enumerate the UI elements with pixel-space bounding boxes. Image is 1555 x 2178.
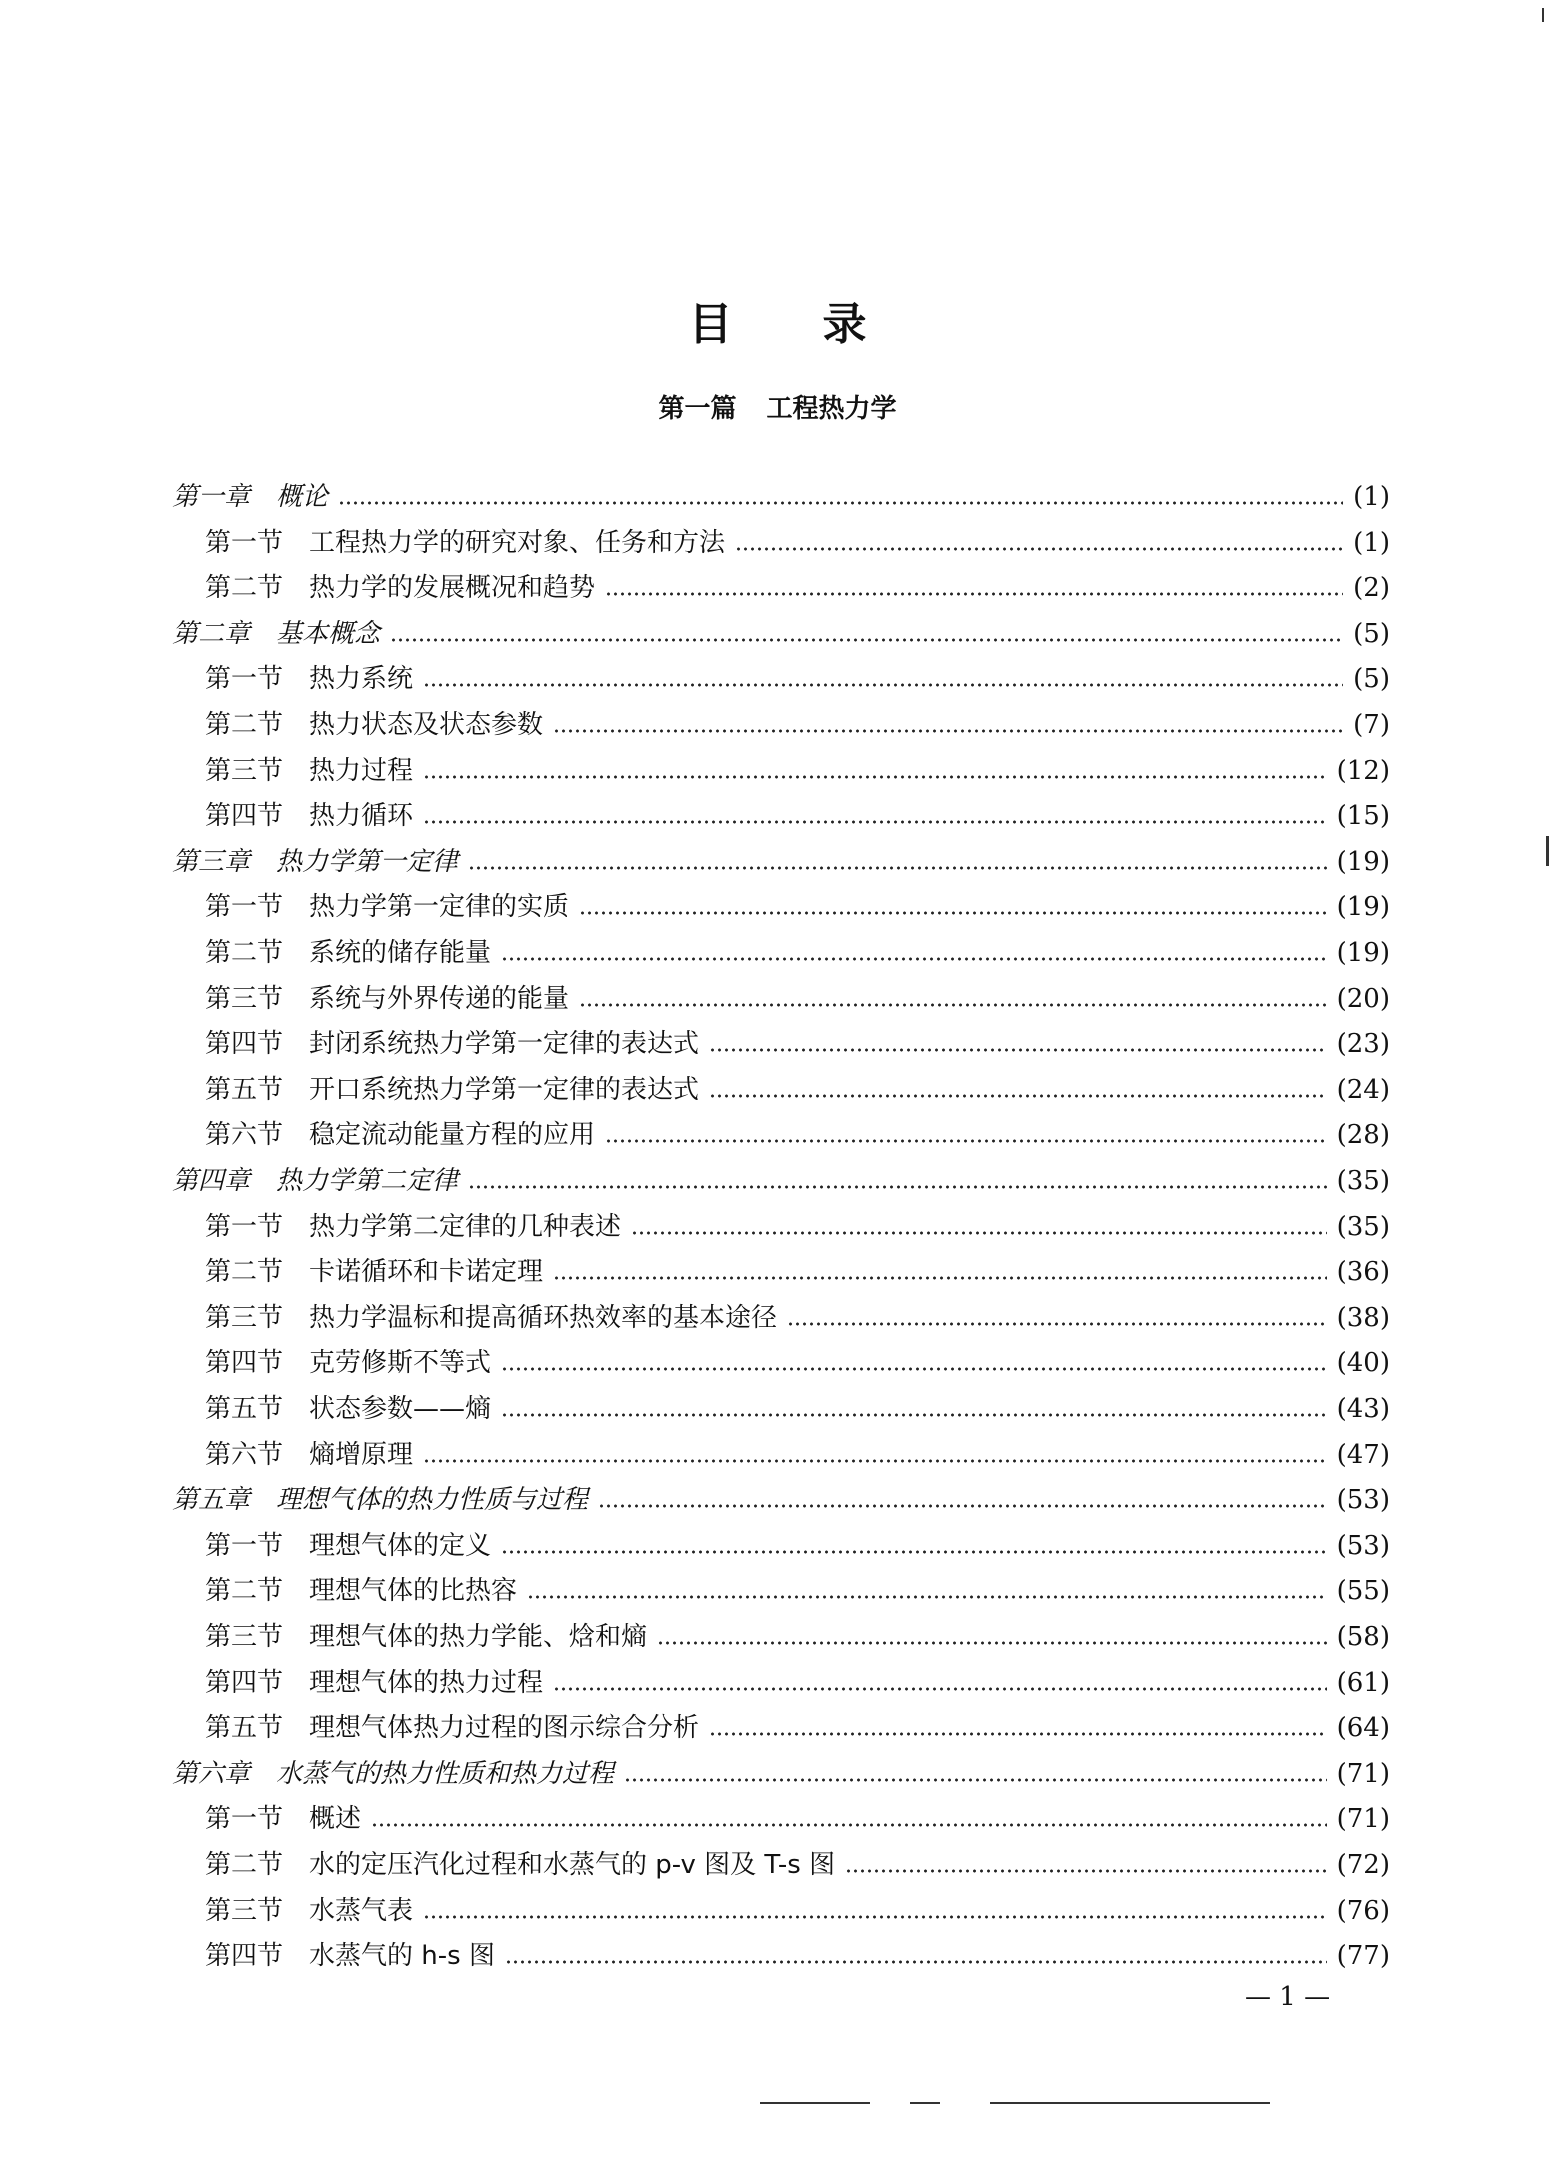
dot-leader	[787, 1322, 1327, 1326]
entry-title: 封闭系统热力学第一定律的表达式	[309, 1029, 700, 1060]
entry-title: 热力状态及状态参数	[309, 710, 544, 740]
entry-title: 热力学第一定律	[276, 846, 459, 877]
entry-page: (35)	[1336, 1211, 1390, 1242]
entry-page: (35)	[1336, 1166, 1390, 1196]
entry-number: 第三节	[205, 1895, 284, 1926]
toc-section-entry	[205, 1656, 1390, 1700]
toc-section-entry	[205, 561, 1390, 605]
entry-title: 工程热力学的研究对象、任务和方法	[309, 527, 726, 558]
entry-page: (23)	[1336, 1029, 1390, 1060]
entry-title: 理想气体的热力学能、焓和熵	[309, 1622, 648, 1652]
entry-page: (58)	[1336, 1622, 1390, 1652]
dot-leader	[501, 1367, 1327, 1371]
toc-section-entry	[205, 1063, 1390, 1107]
entry-number: 第四节	[205, 1029, 284, 1060]
entry-page: (19)	[1336, 938, 1390, 968]
dot-leader	[501, 957, 1327, 961]
toc-section-entry	[205, 1884, 1390, 1928]
entry-title: 水蒸气的 h-s 图	[309, 1941, 495, 1972]
entry-number: 第一节	[205, 664, 284, 695]
dot-leader	[423, 775, 1327, 779]
toc-section-entry	[205, 972, 1390, 1016]
dot-leader	[505, 1960, 1327, 1964]
entry-number: 第六节	[205, 1439, 284, 1470]
dot-leader	[501, 1413, 1327, 1417]
entry-page: (43)	[1336, 1394, 1390, 1424]
entry-title: 卡诺循环和卡诺定理	[309, 1257, 544, 1288]
toc-section-entry	[205, 926, 1390, 970]
dot-leader	[709, 1094, 1327, 1098]
dot-leader	[598, 1504, 1327, 1508]
entry-page: (71)	[1336, 1758, 1390, 1789]
entry-page: (7)	[1353, 710, 1390, 740]
entry-page: (55)	[1336, 1576, 1390, 1607]
toc-section-entry	[205, 1701, 1390, 1745]
entry-page: (19)	[1336, 892, 1390, 923]
dot-leader	[605, 592, 1343, 596]
entry-title: 概述	[309, 1804, 362, 1835]
entry-number: 第六节	[205, 1120, 284, 1151]
entry-page: (77)	[1336, 1941, 1390, 1972]
entry-title: 开口系统热力学第一定律的表达式	[309, 1074, 700, 1105]
entry-title: 热力学第二定律的几种表述	[309, 1211, 622, 1242]
toc-section-entry	[205, 1336, 1390, 1380]
entry-title: 系统与外界传递的能量	[309, 983, 570, 1014]
entry-title: 热力学的发展概况和趋势	[309, 573, 596, 604]
entry-number: 第六章	[172, 1758, 251, 1789]
entry-number: 第二节	[205, 938, 284, 968]
entry-number: 第四章	[172, 1166, 251, 1196]
entry-title: 热力学第一定律的实质	[309, 892, 570, 923]
entry-title: 稳定流动能量方程的应用	[309, 1120, 596, 1151]
entry-page: (38)	[1336, 1302, 1390, 1333]
entry-page: (71)	[1336, 1804, 1390, 1835]
toc-section-entry	[205, 1291, 1390, 1335]
entry-page: (64)	[1336, 1713, 1390, 1744]
entry-title: 水蒸气表	[309, 1895, 414, 1926]
toc-section-entry	[205, 1428, 1390, 1472]
toc-section-entry	[205, 1382, 1390, 1426]
toc-section-entry	[205, 1929, 1390, 1973]
entry-page: (15)	[1336, 801, 1390, 832]
toc-section-entry	[205, 652, 1390, 696]
dot-leader	[553, 1687, 1327, 1691]
dot-leader	[501, 1550, 1327, 1554]
dot-leader	[527, 1595, 1327, 1599]
dot-leader	[468, 866, 1327, 870]
entry-number: 第一节	[205, 1211, 284, 1242]
dot-leader	[624, 1778, 1327, 1782]
entry-number: 第四节	[205, 1667, 284, 1698]
entry-title: 状态参数——熵	[309, 1394, 492, 1424]
dot-leader	[553, 729, 1343, 733]
toc-chapter-entry	[172, 1154, 1390, 1198]
scan-artifact	[990, 2102, 1270, 2104]
entry-title: 理想气体的定义	[309, 1530, 492, 1561]
entry-page: (28)	[1336, 1120, 1390, 1151]
entry-number: 第二章	[172, 618, 251, 649]
entry-title: 理想气体热力过程的图示综合分析	[309, 1713, 700, 1744]
part-number: 第一篇	[658, 394, 737, 424]
entry-title: 热力学第二定律	[276, 1166, 459, 1196]
entry-number: 第三节	[205, 1622, 284, 1652]
dot-leader	[579, 1003, 1327, 1007]
entry-page: (61)	[1336, 1667, 1390, 1698]
part-title	[0, 388, 1555, 425]
dot-leader	[390, 638, 1343, 642]
entry-page: (12)	[1336, 755, 1390, 786]
dot-leader	[735, 547, 1343, 551]
entry-title: 基本概念	[276, 618, 381, 649]
entry-page: (36)	[1336, 1257, 1390, 1288]
entry-page: (72)	[1336, 1850, 1390, 1880]
dot-leader	[423, 683, 1343, 687]
entry-number: 第四节	[205, 801, 284, 832]
toc-section-entry	[205, 698, 1390, 742]
entry-page: (20)	[1336, 983, 1390, 1014]
entry-page: (5)	[1353, 618, 1390, 649]
entry-title: 热力学温标和提高循环热效率的基本途径	[309, 1302, 778, 1333]
dot-leader	[657, 1641, 1327, 1645]
part-name: 工程热力学	[766, 394, 897, 424]
page-number: — 1 —	[1245, 1982, 1331, 2012]
toc-section-entry	[205, 1200, 1390, 1244]
entry-number: 第五节	[205, 1713, 284, 1744]
entry-title: 热力过程	[309, 755, 414, 786]
entry-number: 第三章	[172, 846, 251, 877]
toc-chapter-entry	[172, 470, 1390, 514]
scan-artifact	[760, 2102, 870, 2104]
scan-artifact	[1542, 8, 1544, 22]
entry-number: 第一节	[205, 1804, 284, 1835]
dot-leader	[553, 1276, 1327, 1280]
toc-section-entry	[205, 1792, 1390, 1836]
toc-chapter-entry	[172, 835, 1390, 879]
entry-number: 第三节	[205, 755, 284, 786]
entry-number: 第一节	[205, 527, 284, 558]
page-title: 目录	[688, 299, 957, 350]
entry-title: 水蒸气的热力性质和热力过程	[276, 1758, 615, 1789]
toc-section-entry	[205, 1245, 1390, 1289]
entry-page: (1)	[1353, 527, 1390, 558]
entry-number: 第四节	[205, 1348, 284, 1379]
entry-title: 理想气体的比热容	[309, 1576, 518, 1607]
entry-number: 第一节	[205, 1530, 284, 1561]
entry-number: 第五章	[172, 1485, 251, 1516]
entry-number: 第五节	[205, 1074, 284, 1105]
scan-artifact	[910, 2102, 940, 2104]
entry-page: (47)	[1336, 1439, 1390, 1470]
entry-number: 第一章	[172, 482, 251, 512]
dot-leader	[371, 1823, 1327, 1827]
entry-page: (5)	[1353, 664, 1390, 695]
toc-section-entry	[205, 516, 1390, 560]
dot-leader	[423, 820, 1327, 824]
dot-leader	[423, 1915, 1327, 1919]
dot-leader	[423, 1459, 1327, 1463]
dot-leader	[709, 1048, 1327, 1052]
toc-section-entry	[205, 1838, 1390, 1882]
entry-page: (1)	[1353, 482, 1390, 512]
toc-section-entry	[205, 744, 1390, 788]
dot-leader	[468, 1185, 1327, 1189]
entry-title: 理想气体的热力过程	[309, 1667, 544, 1698]
entry-number: 第二节	[205, 1257, 284, 1288]
toc-section-entry	[205, 1108, 1390, 1152]
entry-number: 第二节	[205, 710, 284, 740]
entry-number: 第三节	[205, 983, 284, 1014]
entry-page: (19)	[1336, 846, 1390, 877]
entry-page: (76)	[1336, 1895, 1390, 1926]
dot-leader	[605, 1139, 1327, 1143]
dot-leader	[338, 501, 1343, 505]
entry-number: 第三节	[205, 1302, 284, 1333]
entry-number: 第五节	[205, 1394, 284, 1424]
toc-section-entry	[205, 1610, 1390, 1654]
entry-number: 第二节	[205, 1576, 284, 1607]
entry-title: 熵增原理	[309, 1439, 414, 1470]
scan-artifact	[1546, 836, 1549, 866]
dot-leader	[709, 1732, 1327, 1736]
entry-number: 第二节	[205, 573, 284, 604]
entry-number: 第二节	[205, 1850, 284, 1880]
entry-title: 概论	[276, 482, 329, 512]
entry-title: 水的定压汽化过程和水蒸气的 p-v 图及 T-s 图	[309, 1850, 836, 1880]
entry-title: 系统的储存能量	[309, 938, 492, 968]
entry-title: 热力循环	[309, 801, 414, 832]
entry-number: 第一节	[205, 892, 284, 923]
toc-chapter-entry	[172, 1747, 1390, 1791]
entry-title: 热力系统	[309, 664, 414, 695]
entry-page: (2)	[1353, 573, 1390, 604]
toc-section-entry	[205, 880, 1390, 924]
entry-number: 第四节	[205, 1941, 284, 1972]
entry-title: 理想气体的热力性质与过程	[276, 1485, 589, 1516]
toc-chapter-entry	[172, 607, 1390, 651]
dot-leader	[631, 1231, 1327, 1235]
dot-leader	[579, 911, 1327, 915]
entry-page: (24)	[1336, 1074, 1390, 1105]
toc-section-entry	[205, 1519, 1390, 1563]
dot-leader	[845, 1869, 1327, 1873]
entry-page: (40)	[1336, 1348, 1390, 1379]
toc-section-entry	[205, 1564, 1390, 1608]
toc-section-entry	[205, 789, 1390, 833]
toc-section-entry	[205, 1017, 1390, 1061]
entry-page: (53)	[1336, 1485, 1390, 1516]
entry-title: 克劳修斯不等式	[309, 1348, 492, 1379]
toc-chapter-entry	[172, 1473, 1390, 1517]
entry-page: (53)	[1336, 1530, 1390, 1561]
